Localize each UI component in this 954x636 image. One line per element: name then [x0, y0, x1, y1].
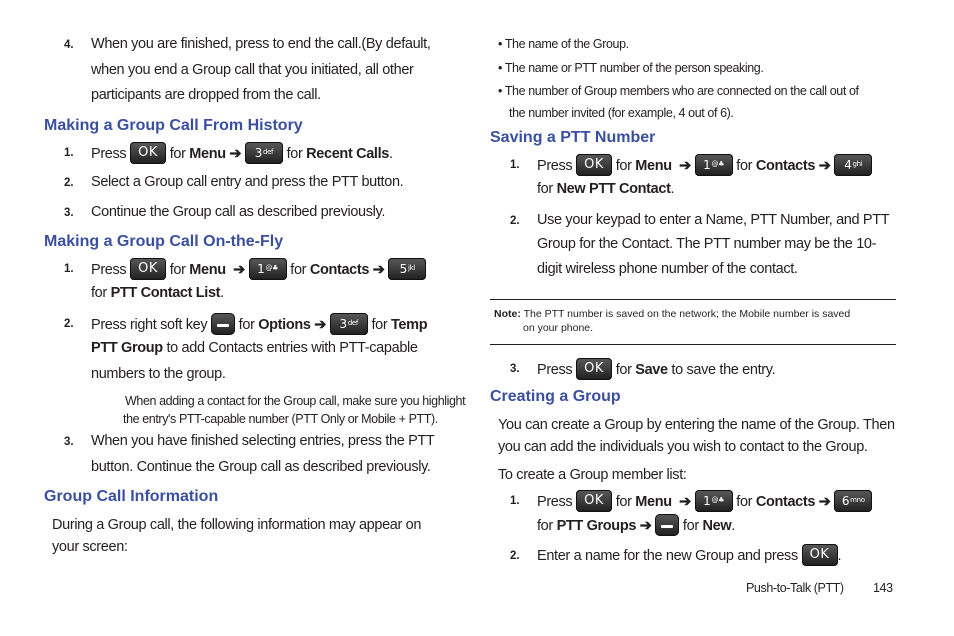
step-text: Select a Group call entry and press the PTT button. [91, 174, 404, 190]
section-heading: Making a Group Call On-the-Fly [44, 233, 284, 250]
key-1-icon: 1@♣ [695, 490, 733, 512]
step-text: Press OK for Save to save the entry. [537, 359, 775, 381]
step-number: 3. [64, 207, 74, 219]
key-3-icon: $3^{def}$ [330, 313, 368, 335]
step-number: 1. [64, 263, 74, 275]
bullet-item: • The number of Group members who are connected on the call out of [498, 84, 859, 98]
bullet-item: • The name of the Group. [498, 37, 629, 51]
note-label: Note: [494, 308, 521, 320]
ok-key-icon: OK [576, 490, 612, 512]
key-3-icon: $3^{def}$ [245, 142, 283, 164]
paragraph: you can add the individuals you wish to contact to the Group. [498, 439, 868, 455]
ok-key-icon: OK [576, 154, 612, 176]
key-1-icon: 1@♣ [695, 154, 733, 176]
step-text: Press right soft key for Options ➔ $3^{def}$ for Temp [91, 314, 427, 336]
step-text: participants are dropped from the call. [91, 87, 321, 103]
step-text: Enter a name for the new Group and press OK . [537, 545, 841, 567]
note-top-rule [490, 299, 896, 300]
ok-key-icon: OK [130, 142, 166, 164]
key-1-icon: 1@♣ [249, 258, 287, 280]
step-number: 1. [510, 495, 520, 507]
step-text: digit wireless phone number of the contact. [537, 261, 798, 277]
step-text: numbers to the group. [91, 366, 226, 382]
step-number: 3. [64, 436, 74, 448]
step-text: Continue the Group call as described previously. [91, 204, 386, 220]
step-text: button. Continue the Group call as described previously. [91, 459, 431, 475]
step-number: 1. [64, 147, 74, 159]
step-number: 2. [64, 177, 74, 189]
step-number: 2. [64, 318, 74, 330]
paragraph: To create a Group member list: [498, 467, 687, 483]
ok-key-icon: OK [576, 358, 612, 380]
bullet-item: • The name or PTT number of the person speaking. [498, 61, 764, 75]
step-number: 2. [510, 550, 520, 562]
key-6-icon: $6^{mno}$ [834, 490, 872, 512]
bullet-item: the number invited (for example, 4 out of 6). [509, 106, 734, 120]
step-text: Use your keypad to enter a Name, PTT Number, and PTT [537, 212, 890, 228]
section-heading: Saving a PTT Number [490, 129, 656, 146]
note [494, 308, 850, 321]
note-text: The PTT number is saved on the network; the Mobile number is saved [523, 308, 851, 320]
note-bottom-rule [490, 344, 896, 345]
key-5-icon: $5^{jkl}$ [388, 258, 426, 280]
footer-section: Push-to-Talk (PTT) [746, 581, 844, 595]
step-number: 1. [510, 159, 520, 171]
step-text: Press OK for Menu ➔ 1@♣ for Contacts ➔ $6^{mno}$ [537, 491, 872, 513]
step-text: when you end a Group call that you initiated, all other [91, 62, 414, 78]
step-number: 3. [510, 363, 520, 375]
tip-text: the entry's PTT-capable number (PTT Only or Mobile + PTT). [123, 412, 438, 426]
step-text: PTT Group to add Contacts entries with PTT-capable [91, 340, 418, 356]
tip-text: When adding a contact for the Group call, make sure you highlight [125, 394, 466, 408]
paragraph: You can create a Group by entering the name of the Group. Then [498, 417, 895, 433]
step-number: 2. [510, 215, 520, 227]
ok-key-icon: OK [130, 258, 166, 280]
step-text: Press OK for Menu ➔ 1@♣ for Contacts ➔ $4^{ghi}$ [537, 155, 872, 177]
section-heading: Creating a Group [490, 388, 621, 405]
step-text: Press OK for Menu ➔ $3^{def}$ for Recent Calls. [91, 143, 393, 165]
step-text: Group for the Contact. The PTT number may be the 10- [537, 236, 877, 252]
soft-key-icon [655, 514, 679, 536]
step-number: 4. [64, 39, 74, 51]
ok-key-icon: OK [802, 544, 838, 566]
section-heading: Group Call Information [44, 488, 219, 505]
soft-key-icon [211, 313, 235, 335]
section-heading: Making a Group Call From History [44, 117, 303, 134]
paragraph: During a Group call, the following information may appear on [52, 517, 422, 533]
page-number: 143 [873, 581, 893, 595]
step-text: for PTT Contact List. [91, 285, 224, 301]
step-text: When you have finished selecting entries, press the PTT [91, 433, 435, 449]
step-text: for PTT Groups ➔ for New. [537, 515, 735, 537]
key-4-icon: $4^{ghi}$ [834, 154, 872, 176]
step-text: Press OK for Menu ➔ 1@♣ for Contacts ➔ $5^{jkl}$ [91, 259, 426, 281]
note-text: on your phone. [523, 322, 594, 334]
step-text: When you are finished, press to end the call.(By default, [91, 36, 431, 52]
step-text: for New PTT Contact. [537, 181, 675, 197]
paragraph: your screen: [52, 539, 128, 555]
